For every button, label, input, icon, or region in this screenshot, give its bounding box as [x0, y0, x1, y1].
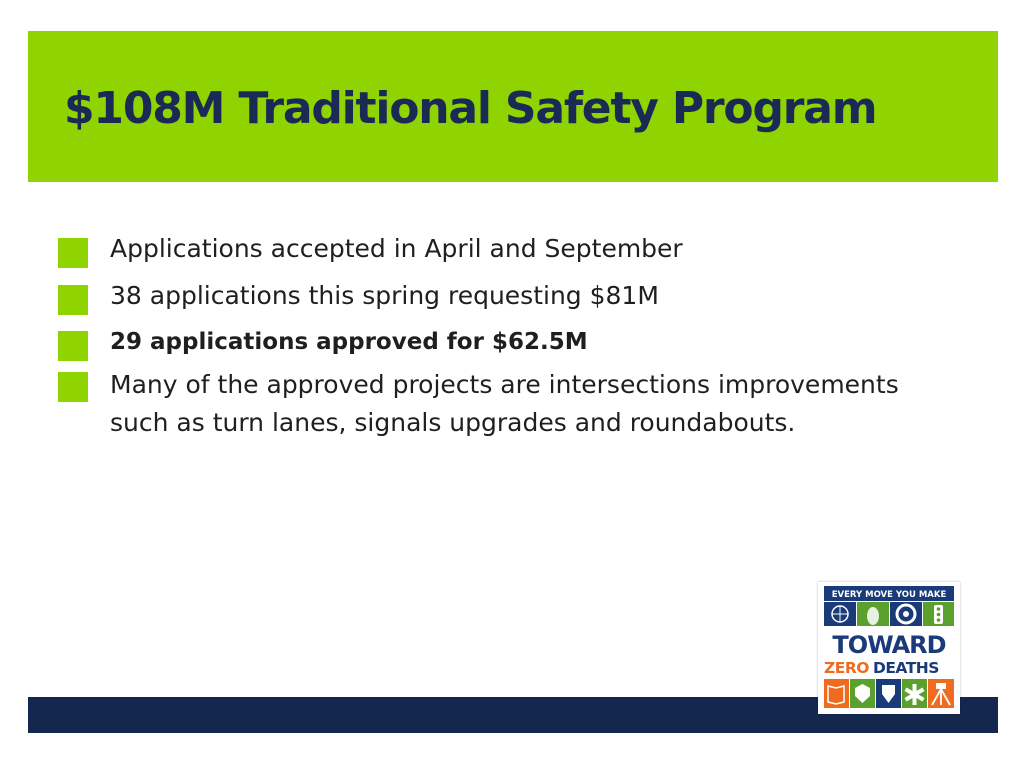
title-band [28, 31, 998, 182]
bullet-text: Applications accepted in April and September [110, 234, 683, 263]
bullet-item [58, 277, 958, 315]
bullet-text: Many of the approved projects are intersections improvements such as turn lanes, signals upgrades and roundabouts. [110, 370, 899, 437]
slide-title: $108M Traditional Safety Program [64, 83, 877, 134]
bullet-text: 29 applications approved for $62.5M [110, 329, 588, 355]
toward-zero-deaths-logo [818, 582, 960, 714]
bullet-square-icon [58, 238, 88, 268]
logo-zero-text: ZERO [824, 659, 869, 677]
bullet-text: 38 applications this spring requesting $81M [110, 281, 659, 310]
logo-top-text: EVERY MOVE YOU MAKE [831, 590, 947, 600]
bullet-square-icon [58, 372, 88, 402]
bullet-list [58, 230, 958, 451]
logo-toward-text: TOWARD [832, 631, 946, 659]
bullet-item [58, 230, 958, 268]
logo-zero-deaths-text [824, 659, 939, 677]
logo-deaths-text: DEATHS [872, 659, 939, 677]
bullet-item [58, 366, 958, 442]
bullet-square-icon [58, 285, 88, 315]
bullet-square-icon [58, 331, 88, 361]
logo-graphic [818, 582, 960, 714]
bullet-item-bold [58, 323, 958, 361]
